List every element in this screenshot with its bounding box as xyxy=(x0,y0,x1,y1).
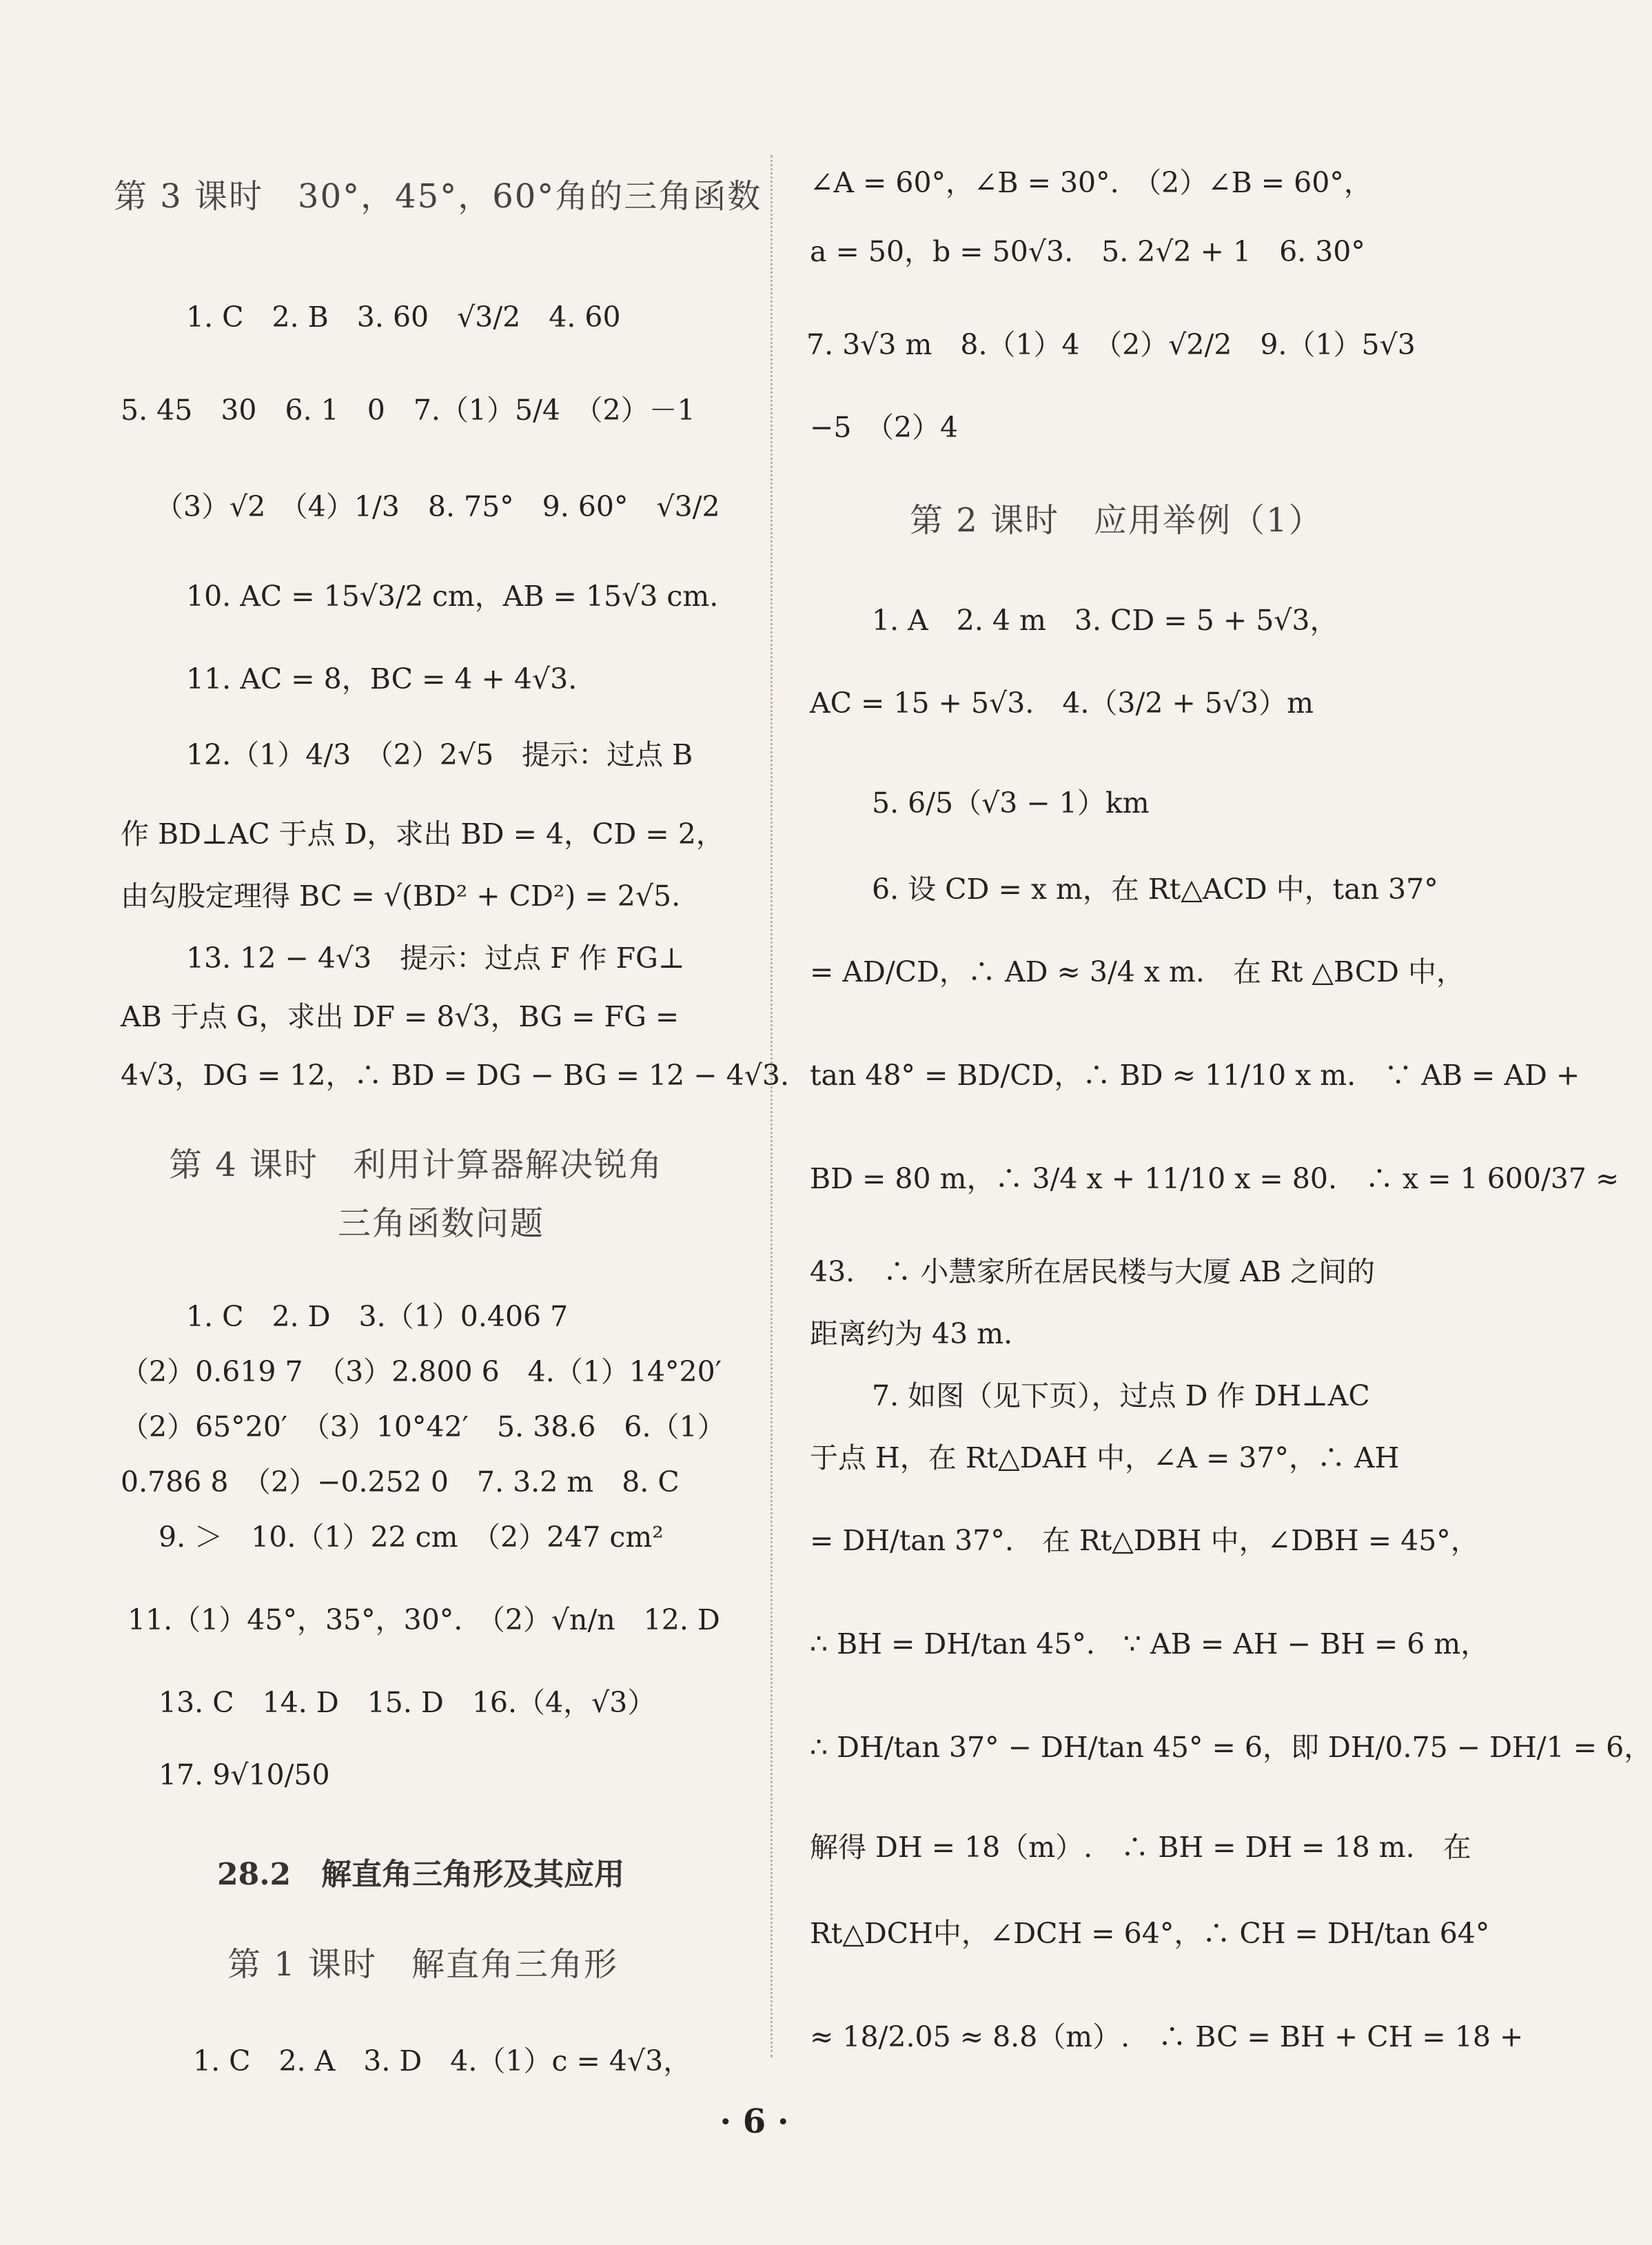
answer-line: a = 50，b = 50√3. 5. 2√2 + 1 6. 30° xyxy=(810,235,1365,268)
answer-line: tan 48° = BD/CD，∴ BD ≈ 11/10 x m. ∵ AB = AD + xyxy=(810,1059,1580,1092)
answer-line: （2）65°20′ （3）10°42′ 5. 38.6 6.（1） xyxy=(121,1410,726,1443)
heading-lesson-3: 第 3 课时 30°，45°，60°角的三角函数 xyxy=(114,177,762,216)
answer-line: 距离约为 43 m. xyxy=(810,1317,1013,1350)
answer-line: AB 于点 G，求出 DF = 8√3，BG = FG = xyxy=(121,1000,680,1033)
heading-lesson-2: 第 2 课时 应用举例（1） xyxy=(910,501,1323,540)
answer-line: 1. C 2. D 3.（1）0.406 7 xyxy=(186,1300,569,1333)
heading-lesson-4: 第 4 课时 利用计算器解决锐角 xyxy=(169,1146,664,1184)
answer-line: （3）√2 （4）1/3 8. 75° 9. 60° √3/2 xyxy=(155,490,720,523)
answer-line: 于点 H，在 Rt△DAH 中，∠A = 37°，∴ AH xyxy=(810,1441,1400,1474)
column-divider xyxy=(771,155,773,2058)
answer-line: 13. 12 − 4√3 提示：过点 F 作 FG⊥ xyxy=(186,942,685,975)
answer-line: Rt△DCH中，∠DCH = 64°，∴ CH = DH/tan 64° xyxy=(810,1917,1490,1950)
answer-line: 作 BD⊥AC 于点 D，求出 BD = 4，CD = 2， xyxy=(121,817,724,851)
answer-line: 10. AC = 15√3/2 cm，AB = 15√3 cm. xyxy=(186,580,719,613)
answer-line: （2）0.619 7 （3）2.800 6 4.（1）14°20′ xyxy=(121,1355,722,1388)
answer-line: 1. C 2. A 3. D 4.（1）c = 4√3， xyxy=(193,2044,692,2078)
answer-line: 43. ∴ 小慧家所在居民楼与大厦 AB 之间的 xyxy=(810,1255,1376,1288)
answer-line: AC = 15 + 5√3. 4.（3/2 + 5√3）m xyxy=(810,687,1314,720)
answer-line: 1. A 2. 4 m 3. CD = 5 + 5√3， xyxy=(872,604,1338,637)
heading-lesson-4-cont: 三角函数问题 xyxy=(338,1204,545,1243)
answer-line: 11.（1）45°，35°，30°. （2）√n/n 12. D xyxy=(128,1603,720,1636)
answer-line: 13. C 14. D 15. D 16.（4，√3） xyxy=(159,1686,656,1719)
answer-line: BD = 80 m，∴ 3/4 x + 11/10 x = 80. ∴ x = 1 600/37 ≈ xyxy=(810,1162,1620,1195)
answer-line: 12.（1）4/3 （2）2√5 提示：过点 B xyxy=(186,738,693,771)
answer-line: 7. 3√3 m 8.（1）4 （2）√2/2 9.（1）5√3 xyxy=(806,328,1416,361)
answer-line: 5. 6/5（√3 − 1）km xyxy=(872,786,1150,820)
section-28-2-heading: 28.2 解直角三角形及其应用 xyxy=(217,1857,625,1892)
answer-line: 5. 45 30 6. 1 0 7.（1）5/4 （2）－1 xyxy=(121,394,695,427)
answer-line: 1. C 2. B 3. 60 √3/2 4. 60 xyxy=(186,301,621,334)
answer-line: ∠A = 60°，∠B = 30°. （2）∠B = 60°， xyxy=(810,166,1372,199)
answer-line: ∴ DH/tan 37° − DH/tan 45° = 6，即 DH/0.75 − DH/1 = 6， xyxy=(810,1731,1652,1764)
answer-line: 6. 设 CD = x m，在 Rt△ACD 中，tan 37° xyxy=(872,873,1438,906)
answer-line: ∴ BH = DH/tan 45°. ∵ AB = AH − BH = 6 m， xyxy=(810,1627,1489,1660)
answer-line: 17. 9√10/50 xyxy=(159,1758,330,1791)
answer-line: −5 （2）4 xyxy=(810,411,959,444)
answer-line: = DH/tan 37°. 在 Rt△DBH 中，∠DBH = 45°， xyxy=(810,1524,1479,1557)
answer-line: 7. 如图（见下页），过点 D 作 DH⊥AC xyxy=(872,1379,1370,1412)
answer-line: 4√3，DG = 12，∴ BD = DG − BG = 12 − 4√3. xyxy=(121,1059,789,1092)
page-number: · 6 · xyxy=(720,2102,789,2141)
answer-line: 11. AC = 8，BC = 4 + 4√3. xyxy=(186,662,578,695)
answer-line: 0.786 8 （2）−0.252 0 7. 3.2 m 8. C xyxy=(121,1465,680,1499)
answer-line: 由勾股定理得 BC = √(BD² + CD²) = 2√5. xyxy=(121,880,681,913)
heading-lesson-1: 第 1 课时 解直角三角形 xyxy=(227,1945,619,1984)
answer-line: 解得 DH = 18（m）. ∴ BH = DH = 18 m. 在 xyxy=(810,1831,1471,1864)
answer-line: = AD/CD，∴ AD ≈ 3/4 x m. 在 Rt △BCD 中， xyxy=(810,955,1465,988)
answer-line: ≈ 18/2.05 ≈ 8.8（m）. ∴ BC = BH + CH = 18 + xyxy=(810,2020,1524,2053)
answer-line: 9. ＞ 10.（1）22 cm （2）247 cm² xyxy=(159,1521,664,1554)
